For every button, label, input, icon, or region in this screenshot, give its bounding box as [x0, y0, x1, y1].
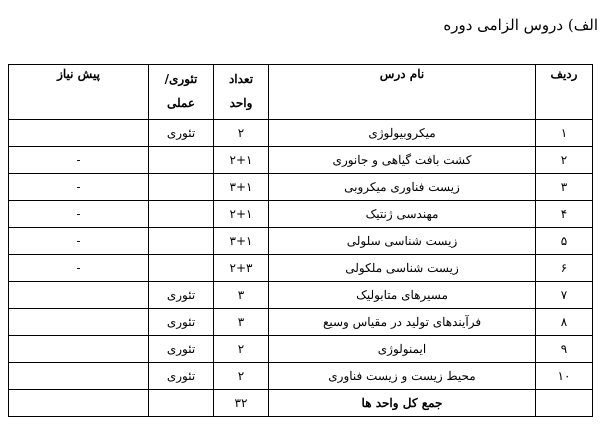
total-type-empty [149, 390, 214, 417]
course-units: ۲ [214, 336, 269, 363]
course-type [149, 174, 214, 201]
course-name: میکروبیولوژی [269, 120, 536, 147]
course-prerequisite: - [9, 255, 149, 282]
course-type [149, 255, 214, 282]
table-row [9, 147, 593, 174]
course-type: تئوری [149, 363, 214, 390]
header-units [214, 65, 269, 120]
total-prereq-empty [9, 390, 149, 417]
header-type-line2: عملی [166, 96, 196, 110]
course-prerequisite: - [9, 147, 149, 174]
header-units-line2: واحد [229, 96, 253, 110]
course-name: محیط زیست و زیست فناوری [269, 363, 536, 390]
course-prerequisite: - [9, 201, 149, 228]
total-label: جمع کل واحد ها [269, 390, 536, 417]
course-name: کشت بافت گیاهی و جانوری [269, 147, 536, 174]
course-type: تئوری [149, 336, 214, 363]
course-type: تئوری [149, 309, 214, 336]
row-number: ۳ [536, 174, 593, 201]
course-units: ۲ [214, 120, 269, 147]
courses-table [8, 64, 593, 417]
header-type [149, 65, 214, 120]
course-prerequisite [9, 120, 149, 147]
course-units: ۳ [214, 309, 269, 336]
header-units-line1: تعداد [228, 72, 254, 86]
course-type [149, 228, 214, 255]
course-prerequisite: - [9, 228, 149, 255]
course-units: ۲+۱ [214, 201, 269, 228]
table-row [9, 363, 593, 390]
table-row [9, 174, 593, 201]
course-name: ایمنولوژی [269, 336, 536, 363]
course-rows [9, 120, 593, 390]
course-type [149, 147, 214, 174]
table-row [9, 228, 593, 255]
course-units: ۲+۳ [214, 255, 269, 282]
total-units: ۳۲ [214, 390, 269, 417]
header-row-number: ردیف [536, 65, 593, 120]
course-units: ۲ [214, 363, 269, 390]
table-row [9, 282, 593, 309]
course-units: ۳+۱ [214, 228, 269, 255]
course-prerequisite [9, 363, 149, 390]
row-number: ۱۰ [536, 363, 593, 390]
course-units: ۳+۱ [214, 174, 269, 201]
header-prerequisite: پیش نیاز [9, 65, 149, 120]
course-type [149, 201, 214, 228]
course-units: ۳ [214, 282, 269, 309]
row-number: ۷ [536, 282, 593, 309]
course-name: فرآیندهای تولید در مقیاس وسیع [269, 309, 536, 336]
course-prerequisite [9, 336, 149, 363]
row-number: ۲ [536, 147, 593, 174]
page-title: الف) دروس الزامی دوره [443, 16, 598, 34]
row-number: ۹ [536, 336, 593, 363]
total-empty-cell [536, 390, 593, 417]
header-course-name: نام درس [269, 65, 536, 120]
header-type-line1: تئوری/ [164, 72, 198, 86]
course-name: زیست فناوری میکروبی [269, 174, 536, 201]
table-row [9, 309, 593, 336]
row-number: ۱ [536, 120, 593, 147]
course-units: ۲+۱ [214, 147, 269, 174]
course-name: زیست شناسی سلولی [269, 228, 536, 255]
course-name: مهندسی ژنتیک [269, 201, 536, 228]
course-prerequisite [9, 282, 149, 309]
course-name: زیست شناسی ملکولی [269, 255, 536, 282]
course-name: مسیرهای متابولیک [269, 282, 536, 309]
row-number: ۵ [536, 228, 593, 255]
table-row [9, 336, 593, 363]
course-prerequisite: - [9, 174, 149, 201]
row-number: ۸ [536, 309, 593, 336]
table-row [9, 255, 593, 282]
row-number: ۶ [536, 255, 593, 282]
course-type: تئوری [149, 120, 214, 147]
course-prerequisite [9, 309, 149, 336]
course-type: تئوری [149, 282, 214, 309]
table-header-row [9, 65, 593, 120]
table-row [9, 201, 593, 228]
total-row [9, 390, 593, 417]
row-number: ۴ [536, 201, 593, 228]
table-row [9, 120, 593, 147]
